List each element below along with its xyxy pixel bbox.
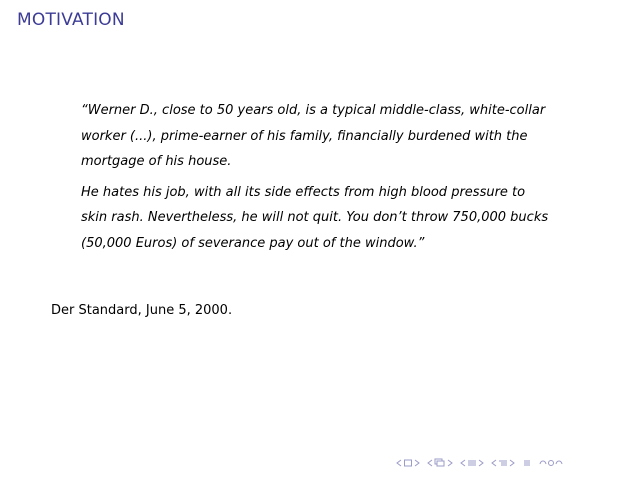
arrow-left-icon[interactable] xyxy=(396,458,402,468)
arrow-right-icon[interactable] xyxy=(478,458,484,468)
arrow-left-icon[interactable] xyxy=(491,458,497,468)
quote-source: Der Standard, June 5, 2000. xyxy=(51,303,233,318)
quote-block xyxy=(81,98,551,256)
arrow-left-icon[interactable] xyxy=(427,458,433,468)
arrow-right-icon[interactable] xyxy=(414,458,420,468)
nav-align-group xyxy=(522,458,532,468)
quote-paragraph-1: “Werner D., close to 50 years old, is a typical middle-class, white-collar worker (...), prime-earner of his family, financially burdened with the mortgage of his house. xyxy=(81,103,546,169)
nav-frame-group xyxy=(427,458,453,468)
frame-icon[interactable] xyxy=(434,458,446,468)
arrow-left-icon[interactable] xyxy=(460,458,466,468)
search-icon[interactable] xyxy=(539,458,563,468)
nav-subsection-group xyxy=(491,458,515,468)
slide-title: MOTIVATION xyxy=(17,10,125,30)
quote-paragraph-2: He hates his job, with all its side effects from high blood pressure to skin rash. Nevertheless, he will not quit. You don’t throw 750,000 bucks (50,000 Euros) of severance pay out of the window.” xyxy=(81,184,549,251)
align-icon[interactable] xyxy=(522,458,532,468)
nav-search-group xyxy=(539,458,563,468)
arrow-right-icon[interactable] xyxy=(447,458,453,468)
subsection-icon[interactable] xyxy=(498,458,508,468)
nav-section-group xyxy=(460,458,484,468)
slide-icon[interactable] xyxy=(403,458,413,468)
beamer-navigation-bar xyxy=(396,456,568,470)
section-icon[interactable] xyxy=(467,458,477,468)
nav-slide-group xyxy=(396,458,420,468)
arrow-right-icon[interactable] xyxy=(509,458,515,468)
